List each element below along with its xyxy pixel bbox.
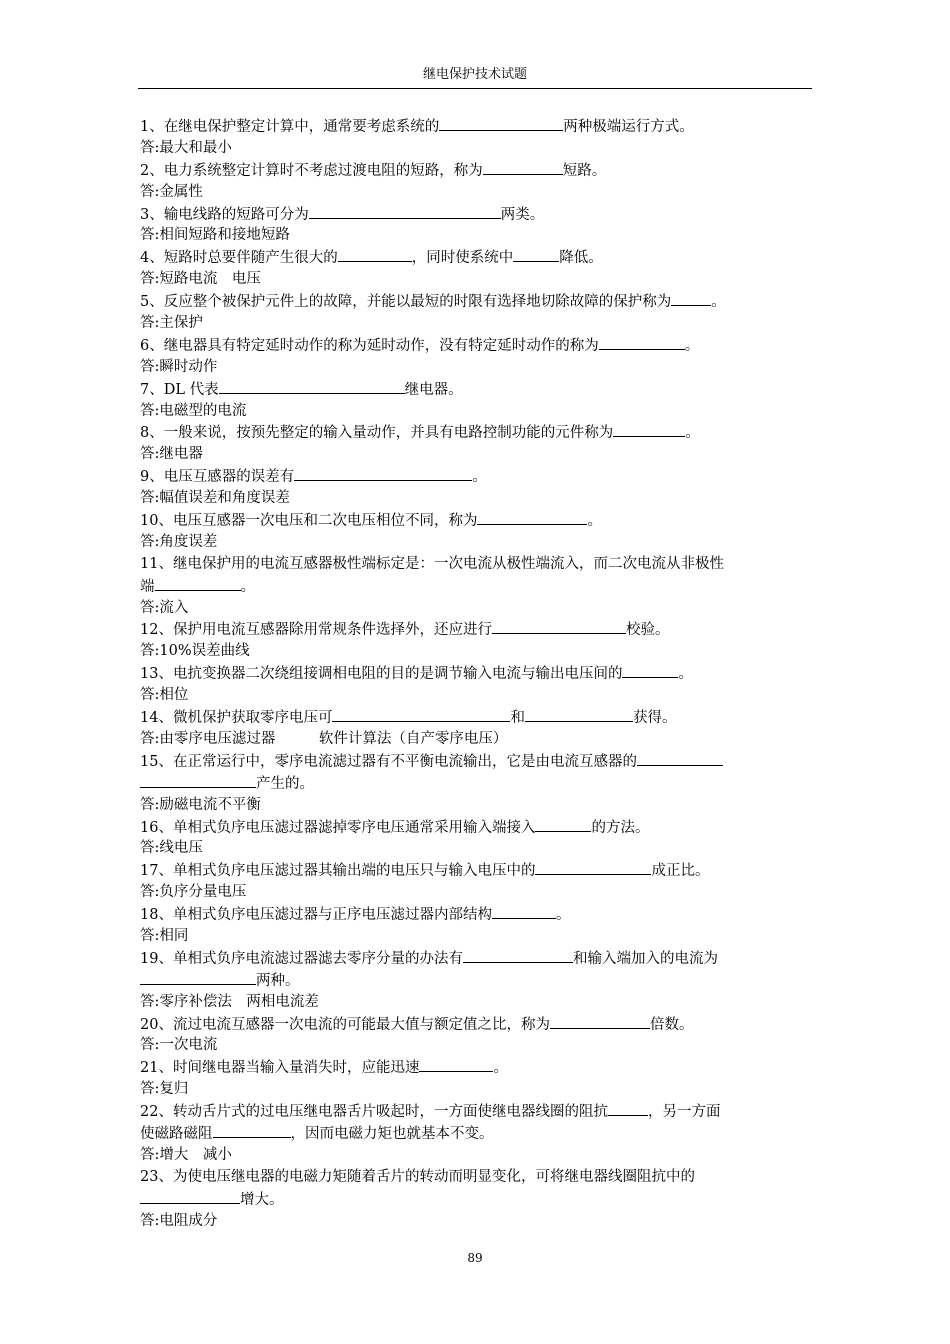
fill-in-blank [599,335,685,350]
fill-in-blank [535,860,651,875]
text-segment: 18、单相式负序电压滤过器与正序电压滤过器内部结构 [140,907,492,924]
text-segment: 6、继电器具有特定延时动作的称为延时动作，没有特定延时动作的称为 [140,337,599,354]
fill-in-blank [622,663,678,678]
text-segment: 20、流过电流互感器一次电流的可能最大值与额定值之比，称为 [140,1016,550,1033]
text-segment: 和 [510,710,525,727]
text-segment: 3、输电线路的短路可分为 [140,206,309,223]
text-segment: 答:负序分量电压 [140,884,247,901]
text-segment: 。 [685,425,700,442]
text-segment: 答:相间短路和接地短路 [140,227,290,244]
text-segment: 答:电磁型的电流 [140,402,247,419]
text-segment: 继电器。 [404,381,463,398]
text-segment: 两种。 [256,972,300,989]
answer-line [140,1079,812,1101]
fill-in-blank [219,379,405,394]
text-segment: 答:复归 [140,1081,189,1098]
answer-line [140,1035,812,1057]
fill-in-blank [613,422,685,437]
fill-in-blank [525,707,633,722]
fill-in-blank [637,751,723,766]
fill-in-blank [477,510,587,525]
text-segment: 。 [678,666,693,683]
text-segment: 5、反应整个被保护元件上的故障，并能以最短的时限有选择地切除故障的保护称为 [140,294,672,311]
text-segment: 7、DL 代表 [140,381,219,398]
text-segment: 两种极端运行方式。 [563,119,694,135]
text-segment: 15、在正常运行中，零序电流滤过器有不平衡电流输出，它是由电流互感器的 [140,753,637,770]
answer-line [140,795,812,817]
text-segment: 2、电力系统整定计算时不考虑过渡电阻的短路，称为 [140,162,483,179]
fill-in-blank [492,904,556,919]
text-segment: 答:流入 [140,599,189,616]
answer-line [140,269,812,291]
question-line [140,619,812,641]
fill-in-blank [671,291,711,306]
answer-line [140,488,812,510]
question-line [140,948,812,970]
text-segment: 答:幅值误差和角度误差 [140,490,290,507]
fill-in-blank [140,773,256,788]
text-segment: 答:短路电流 电压 [140,271,261,288]
question-line [140,160,812,182]
answer-line [140,1145,812,1167]
text-segment: 9、电压互感器的误差有 [140,469,295,486]
text-segment: 短路。 [562,162,607,179]
answer-line [140,532,812,554]
answer-line [140,882,812,904]
answer-line [140,926,812,948]
text-segment: 成正比。 [651,863,710,880]
text-segment: 倍数。 [649,1016,694,1033]
fill-in-blank [419,1057,493,1072]
text-segment: 增大。 [240,1191,284,1208]
question-line [140,116,812,138]
fill-in-blank [309,204,501,219]
text-segment: 11、继电保护用的电流互感器极性端标定是：一次电流从极性端流入，而二次电流从非极性 [140,555,724,572]
text-segment: 。 [472,469,487,486]
text-segment: 答:零序补偿法 两相电流差 [140,993,319,1010]
fill-in-blank [608,1101,648,1116]
fill-in-blank [550,1014,650,1029]
text-segment: 两类。 [500,206,545,223]
text-segment: 答:相位 [140,687,189,704]
question-line [140,1123,812,1145]
text-segment: 。 [493,1060,508,1077]
text-segment: 降低。 [559,250,603,267]
text-segment: 。 [711,294,726,311]
answer-line [140,685,812,707]
text-segment: 答:相同 [140,927,189,944]
question-line [140,1167,812,1189]
question-line [140,510,812,532]
text-segment: 13、电抗变换器二次绕组接调相电阻的目的是调节输入电流与输出电压间的 [140,666,623,683]
fill-in-blank [483,160,563,175]
text-segment: 答:继电器 [140,446,203,463]
text-segment: 21、时间继电器当输入量消失时，应能迅速 [140,1060,420,1077]
text-segment: 使磁路磁阻 [140,1125,213,1142]
fill-in-blank [140,970,256,985]
question-line [140,379,812,401]
question-list [140,116,812,1232]
text-segment: ，另一方面 [647,1104,721,1121]
text-segment: 17、单相式负序电压滤过器其输出端的电压只与输入电压中的 [140,863,536,880]
text-segment: 14、微机保护获取零序电压可 [140,710,333,727]
text-segment: 答:电阻成分 [140,1212,218,1229]
question-line [140,422,812,444]
text-segment: 16、单相式负序电压滤过器滤掉零序电压通常采用输入端接入 [140,819,536,836]
text-segment: 。 [555,907,571,924]
text-segment: 。 [684,337,700,354]
question-line [140,554,812,576]
text-segment: 端 [140,578,155,595]
text-segment: 10、电压互感器一次电压和二次电压相位不同，称为 [140,513,478,530]
question-line [140,663,812,685]
answer-line [140,138,812,160]
page-number: 89 [467,1251,483,1265]
question-line [140,817,812,839]
question-line [140,1189,812,1211]
question-line [140,751,812,773]
text-segment: 答:角度误差 [140,533,218,550]
answer-line [140,225,812,247]
question-line [140,707,812,729]
answer-line [140,838,812,860]
answer-line [140,401,812,423]
text-segment: 和输入端加入的电流为 [572,950,718,967]
text-segment: 校验。 [625,622,670,639]
question-line [140,970,812,992]
fill-in-blank [535,817,591,832]
question-line [140,466,812,488]
text-segment: 12、保护用电流互感器除用常规条件选择外，还应进行 [140,622,492,639]
question-line [140,291,812,313]
answer-line [140,444,812,466]
question-line [140,860,812,882]
question-line [140,773,812,795]
text-segment: 19、单相式负序电流滤过器滤去零序分量的办法有 [140,950,463,967]
text-segment: 22、转动舌片式的过电压继电器舌片吸起时，一方面使继电器线圈的阻抗 [140,1104,608,1121]
fill-in-blank [140,1189,240,1204]
question-line [140,247,812,269]
question-line [140,1057,812,1079]
fill-in-blank [332,707,510,722]
fill-in-blank [492,619,626,634]
page-header [138,66,812,89]
text-segment: 1、在继电保护整定计算中，通常要考虑系统的 [140,119,440,135]
question-line [140,576,812,598]
text-segment: 答:一次电流 [140,1037,218,1054]
fill-in-blank [155,576,241,591]
text-segment: 的方法。 [591,819,650,836]
text-segment: 4、短路时总要伴随产生很大的 [140,250,338,267]
text-segment: 答:主保护 [140,315,203,332]
text-segment: 答:金属性 [140,183,203,200]
fill-in-blank [513,247,559,262]
answer-line [140,992,812,1014]
text-segment: 获得。 [632,710,677,727]
page-footer [0,1251,950,1265]
text-segment: 。 [587,513,602,530]
answer-line [140,598,812,620]
text-segment: 答:由零序电压滤过器 软件计算法（自产零序电压） [140,730,508,747]
text-segment: ，同时使系统中 [411,250,514,267]
fill-in-blank [213,1123,291,1138]
text-segment: 答:瞬时动作 [140,358,218,375]
text-segment: 答:线电压 [140,840,203,857]
question-line [140,204,812,226]
fill-in-blank [338,247,412,262]
answer-line [140,1211,812,1233]
question-line [140,335,812,357]
answer-line [140,357,812,379]
answer-line [140,313,812,335]
header-title: 继电保护技术试题 [422,67,527,82]
answer-line [140,729,812,751]
text-segment: ，因而电磁力矩也就基本不变。 [290,1125,494,1142]
text-segment: 答:励磁电流不平衡 [140,796,261,813]
fill-in-blank [439,116,563,131]
question-line [140,904,812,926]
text-segment: 答:增大 减小 [140,1146,232,1163]
fill-in-blank [463,948,573,963]
text-segment: 答:最大和最小 [140,139,232,156]
text-segment: 23、为使电压继电器的电磁力矩随着舌片的转动而明显变化，可将继电器线圈阻抗中的 [140,1168,695,1185]
fill-in-blank [294,466,472,481]
text-segment: 答:10%误差曲线 [140,643,250,660]
text-segment: 。 [240,578,255,595]
question-line [140,1014,812,1036]
answer-line [140,641,812,663]
answer-line [140,182,812,204]
text-segment: 产生的。 [256,775,314,792]
text-segment: 8、一般来说，按预先整定的输入量动作，并具有电路控制功能的元件称为 [140,425,614,442]
question-line [140,1101,812,1123]
